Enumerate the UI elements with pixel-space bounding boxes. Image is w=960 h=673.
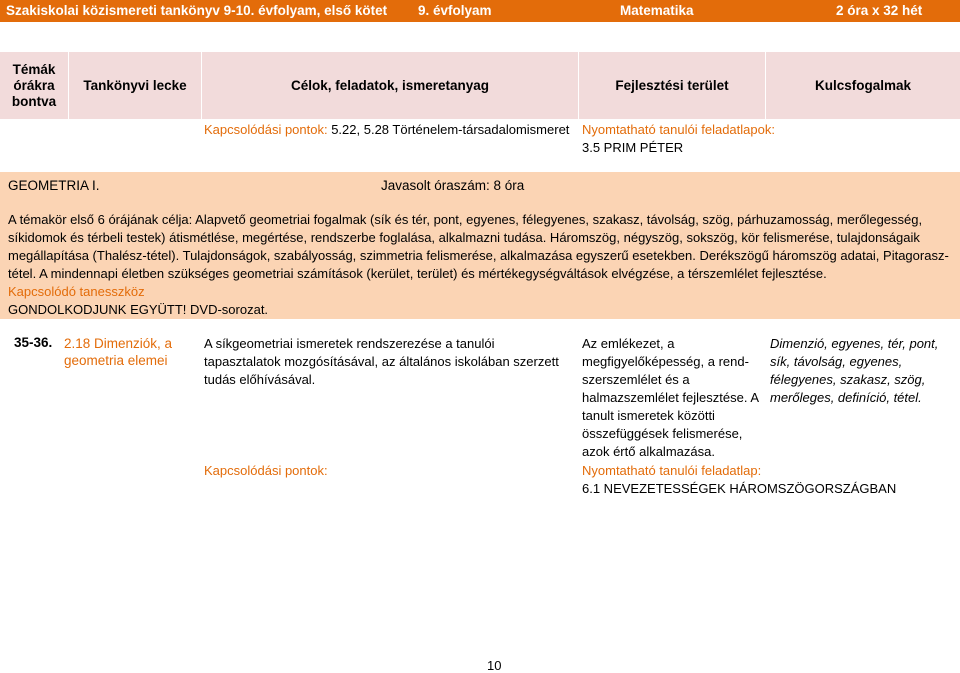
grade-label: 9. évfolyam	[418, 3, 492, 18]
row-goals-line2: tapasztalatok mozgósításával, az általános iskolában szerzett	[204, 354, 559, 369]
row-hours: 35-36.	[14, 335, 53, 350]
row-key-line3: félegyenes, szakasz, szög,	[770, 372, 926, 387]
header-topics-line2: órákra	[13, 77, 55, 93]
row-worksheets	[582, 462, 896, 498]
row-lesson-line2: geometria elemei	[64, 353, 168, 368]
topic-description-line2: síkidomok és térbeli testek) átismétlése, megértése, rendszerbe foglalása, alkalmazni tudása. Háromszög, négyszög, sokszög, kör felismerése, tulajdonságaik	[8, 230, 920, 245]
header-topics	[0, 52, 68, 119]
row-keywords	[770, 335, 958, 407]
row-worksheets-label: Nyomtatható tanulói feladatlap:	[582, 463, 762, 478]
table-header	[0, 52, 960, 119]
topic-description	[8, 211, 954, 319]
row-dev-line5: tanult ismeretek közötti	[582, 408, 715, 423]
header-lesson: Tankönyvi lecke	[83, 78, 187, 93]
header-topics-line3: bontva	[11, 93, 57, 109]
topic-hours: Javasolt óraszám: 8 óra	[381, 178, 525, 193]
prev-connection-points	[204, 121, 569, 139]
row-goals-line1: A síkgeometriai ismeretek rendszerezése a tanulói	[204, 336, 495, 351]
header-goals: Célok, feladatok, ismeretanyag	[290, 78, 490, 93]
row-dev-line1: Az emlékezet, a	[582, 336, 675, 351]
row-goals-line3: tudás előhívásával.	[204, 372, 316, 387]
row-lesson-line1: 2.18 Dimenziók, a	[64, 336, 173, 351]
topic-description-line3: megállapítása (Thalész-tétel). Tulajdonságok, szabályosság, szimmetria felismerése, alkalmazása egyszerű esetekben. Derékszögű háromszög adatai, Pitagorasz-	[8, 248, 949, 263]
row-worksheets-value: 6.1 NEVEZETESSÉGEK HÁROMSZÖGORSZÁGBAN	[582, 481, 897, 496]
prev-connection-value: 5.22, 5.28 Történelem-társadalomismeret	[327, 122, 570, 137]
topic-title: GEOMETRIA I.	[8, 178, 100, 193]
prev-worksheets	[582, 121, 775, 157]
row-key-line4: merőleges, definíció, tétel.	[770, 390, 922, 405]
book-title: Szakiskolai közismereti tankönyv 9-10. évfolyam, első kötet	[6, 3, 388, 18]
row-dev-line3: szerszemlélet és a	[582, 372, 690, 387]
row-key-line2: sík, távolság, egyenes,	[770, 354, 903, 369]
row-goals	[204, 335, 574, 389]
row-key-line1: Dimenzió, egyenes, tér, pont,	[770, 336, 939, 351]
row-connection-label: Kapcsolódási pontok:	[204, 463, 328, 478]
topic-dvd: GONDOLKODJUNK EGYÜTT! DVD-sorozat.	[8, 302, 269, 317]
topic-description-line1: A témakör első 6 órájának célja: Alapvető geometriai fogalmak (sík és tér, pont, egyenes, félegyenes, szakasz, távolság, szög, párhuzamosság, merőlegesség,	[8, 212, 923, 227]
topic-tool-label: Kapcsolódó tanesszköz	[8, 284, 145, 299]
header-keywords: Kulcsfogalmak	[814, 78, 912, 93]
row-dev-line6: összefüggések felismerése,	[582, 426, 743, 441]
page-number: 10	[487, 658, 502, 673]
document-header-bar	[0, 0, 960, 22]
row-development	[582, 335, 764, 461]
hours-label: 2 óra x 32 hét	[836, 3, 923, 18]
row-dev-line7: azok értő alkalmazása.	[582, 444, 715, 459]
prev-connection-label: Kapcsolódási pontok:	[204, 122, 328, 137]
row-dev-line2: megfigyelőképesség, a rend-	[582, 354, 749, 369]
geometry-topic-block	[0, 172, 960, 319]
row-dev-line4: halmazszemlélet fejlesztése. A	[582, 390, 760, 405]
prev-worksheets-label: Nyomtatható tanulói feladatlapok:	[582, 122, 775, 137]
subject-label: Matematika	[620, 3, 694, 18]
header-development: Fejlesztési terület	[615, 78, 729, 93]
row-lesson	[64, 335, 172, 369]
topic-description-line4: tétel. A mindennapi életben szükséges geometriai számítások (kerület, terület) és mértékegységváltások elvégzése, a térszemlélet fejlesztése.	[8, 266, 827, 281]
header-topics-line1: Témák	[12, 61, 56, 77]
prev-worksheets-value: 3.5 PRIM PÉTER	[582, 140, 684, 155]
